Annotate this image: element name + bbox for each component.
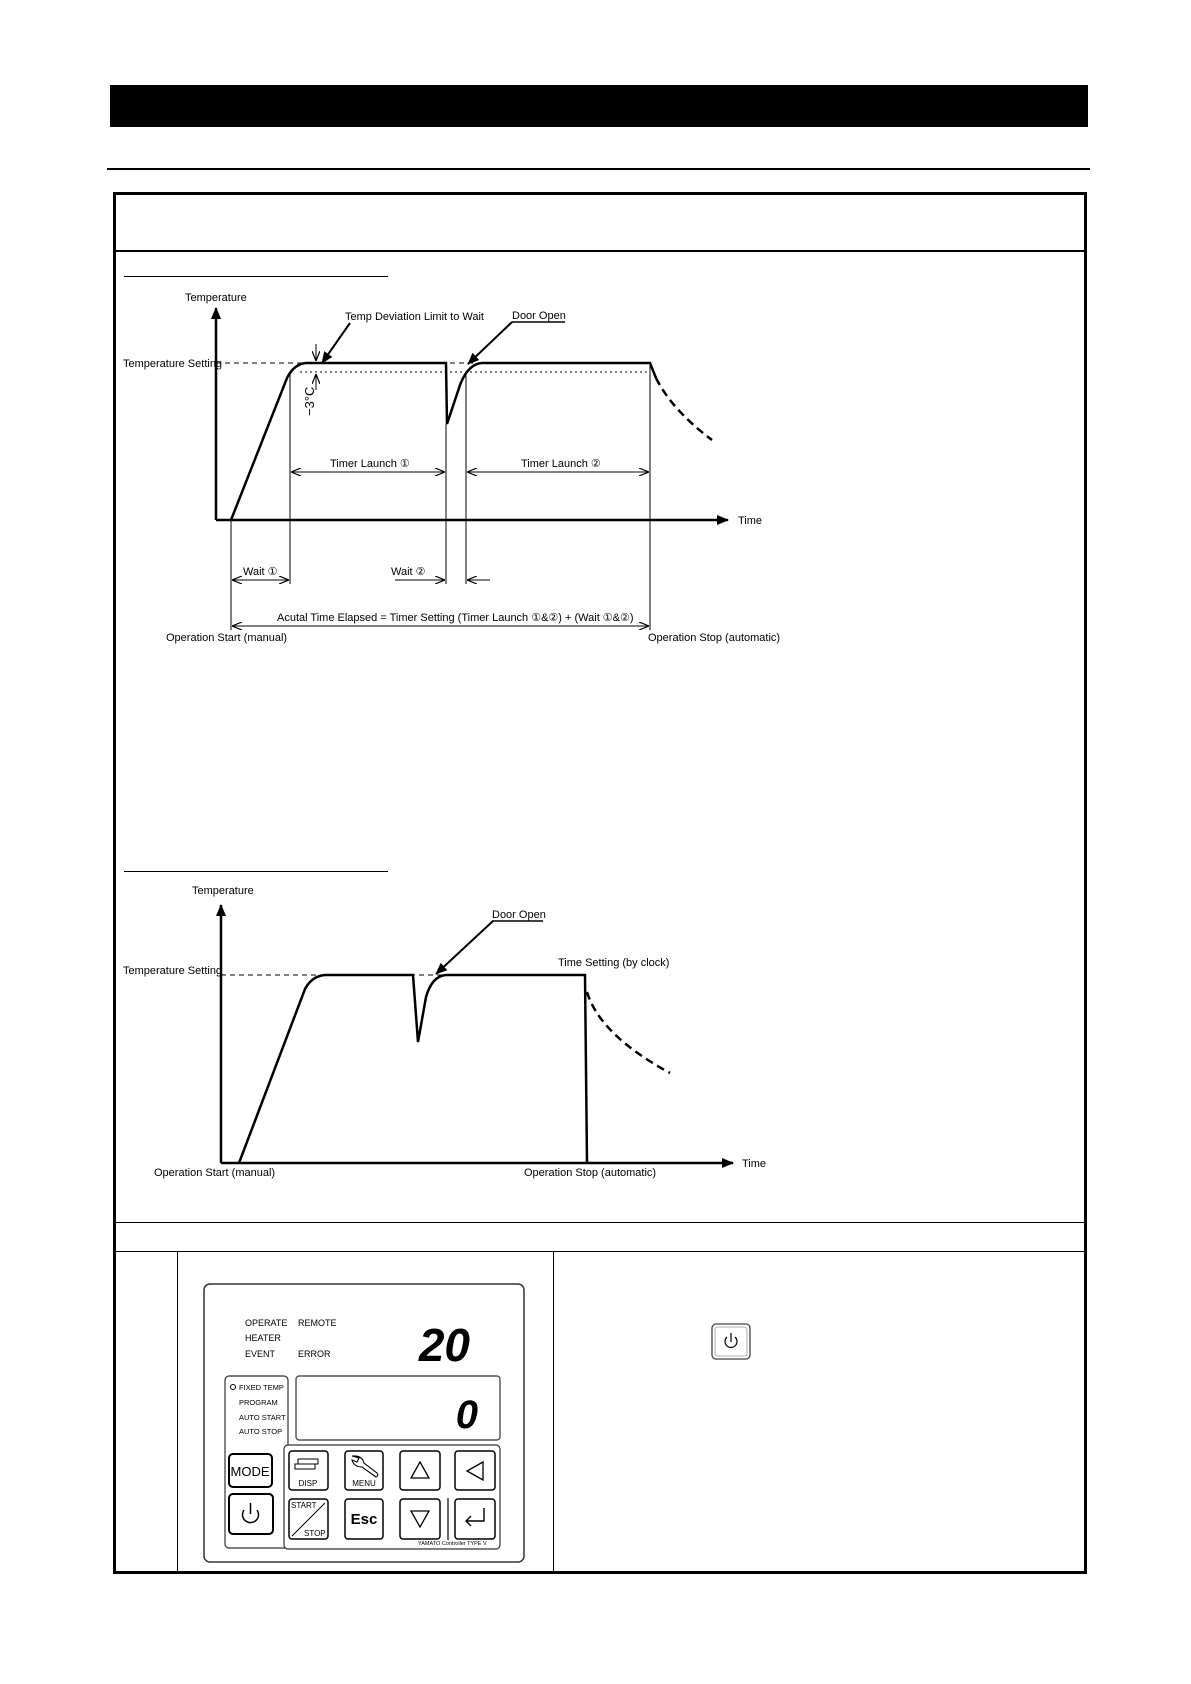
d1-deviation-leader [322,323,350,363]
panel-remote-label: REMOTE [298,1318,337,1328]
d2-cooldown-curve [587,992,670,1073]
d1-x-label: Time [738,515,763,527]
d2-op-start: Operation Start (manual) [154,1167,276,1179]
panel-esc-label: Esc [350,1511,378,1528]
panel-mode-auto-stop: AUTO STOP [239,1427,283,1436]
panel-mode-auto-start: AUTO START [239,1413,286,1422]
diagram-2 [123,885,766,1179]
d1-door-open: Door Open [512,310,566,322]
panel-heater-label: HEATER [245,1333,281,1343]
d2-temp-setting: Temperature Setting [123,965,223,977]
panel-disp-label: DISP [298,1479,318,1488]
panel-display-bottom: 0 [455,1393,478,1437]
panel-stop-label: STOP [304,1529,326,1538]
panel-enter-button[interactable] [455,1499,495,1539]
panel-mode-program: PROGRAM [239,1398,278,1407]
panel-operate-label: OPERATE [245,1318,288,1328]
panel-display-top: 20 [418,1319,470,1371]
d1-wait2-label: Wait ② [391,566,426,578]
d1-op-stop: Operation Stop (automatic) [648,632,781,644]
d2-x-label: Time [742,1158,767,1170]
panel-start-label: START [291,1501,317,1510]
panel-event-label: EVENT [245,1349,276,1359]
panel-footer: YAMATO Controller TYPE V [418,1541,487,1547]
d1-deviation-label: Temp Deviation Limit to Wait [345,311,484,323]
d2-temperature-curve [239,975,587,1163]
diagram-1 [123,292,780,644]
d1-op-start: Operation Start (manual) [166,632,288,644]
panel-mode-button-label: MODE [230,1464,270,1479]
panel-error-label: ERROR [298,1349,331,1359]
d1-temp-setting: Temperature Setting [123,358,223,370]
panel-menu-label: MENU [352,1479,376,1488]
d2-time-setting: Time Setting (by clock) [558,957,670,969]
d1-timer1-label: Timer Launch ① [330,458,410,470]
d1-wait1-label: Wait ① [243,566,278,578]
d1-timer2-label: Timer Launch ② [521,458,601,470]
d2-y-label: Temperature [192,885,254,897]
d2-door-open: Door Open [492,909,546,921]
d1-temperature-curve [231,363,656,520]
d1-cooldown-curve [656,378,712,440]
control-panel [204,1284,524,1562]
d1-door-open-leader [468,322,512,364]
d2-op-stop: Operation Stop (automatic) [524,1167,657,1179]
d1-minus3: −3°C [302,386,317,416]
panel-left-button[interactable] [455,1451,495,1490]
d2-door-open-leader [436,921,493,974]
d1-elapsed-label: Acutal Time Elapsed = Timer Setting (Timer Launch ①&②) + (Wait ①&②) [277,612,634,624]
panel-mode-fixed: FIXED TEMP [239,1383,284,1392]
d1-y-label: Temperature [185,292,247,304]
power-button-reference [712,1324,750,1359]
panel-down-button[interactable] [400,1499,440,1539]
panel-up-button[interactable] [400,1451,440,1490]
